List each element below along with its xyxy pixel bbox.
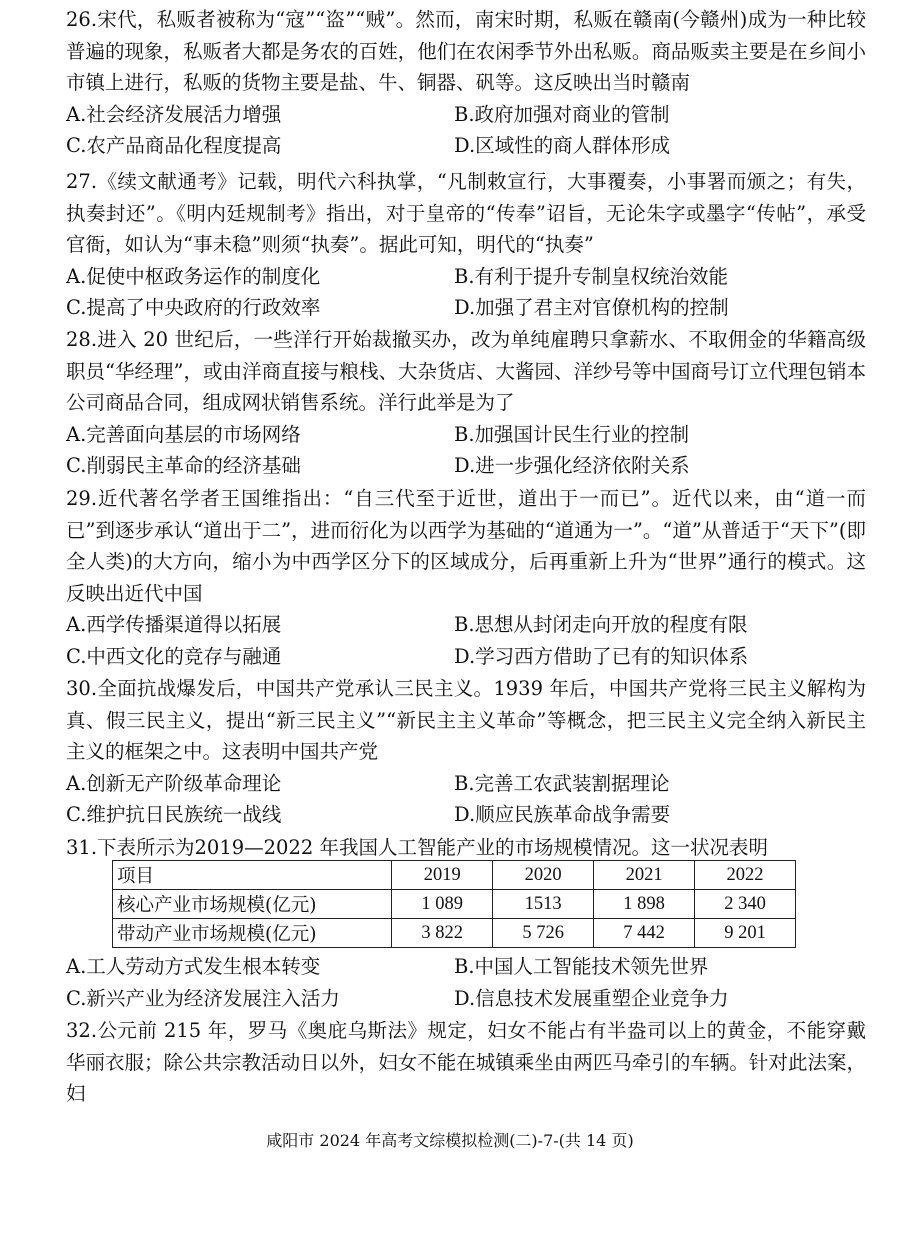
option-a: A.创新无产阶级革命理论 <box>66 771 282 795</box>
option-c: C.农产品商品化程度提高 <box>66 134 282 158</box>
option-c: C.中西文化的竞存与融通 <box>66 644 282 668</box>
options <box>66 768 866 831</box>
table-cell: 1513 <box>493 890 594 919</box>
option-c: C.维护抗日民族统一战线 <box>66 803 282 827</box>
question-26 <box>66 4 866 162</box>
options <box>66 419 866 482</box>
question-27 <box>66 166 866 324</box>
question-stem: 30.全面抗战爆发后，中国共产党承认三民主义。1939 年后，中国共产党将三民主义解构为真、假三民主义，提出“新三民主义”“新民主主义革命”等概念，把三民主义完全纳入新民主主义的框架之中。这表明中国共产党 <box>66 677 866 764</box>
option-b: B.有利于提升专制皇权统治效能 <box>454 264 729 288</box>
question-stem: 26.宋代，私贩者被称为“寇”“盗”“贼”。然而，南宋时期，私贩在赣南(今赣州)成为一种比较普遍的现象，私贩者大都是务农的百姓，他们在农闲季节外出私贩。商品贩卖主要是在乡间小市镇上进行，私贩的货物主要是盐、牛、铜器、矾等。这反映出当时赣南 <box>66 8 866 95</box>
option-a: A.西学传播渠道得以拓展 <box>66 613 282 637</box>
table-cell: 3 822 <box>392 919 493 948</box>
question-stem: 29.近代著名学者王国维指出：“自三代至于近世，道出于一而已”。近代以来，由“道一而已”到逐步承认“道出于二”，进而衍化为以西学为基础的“道通为一”。“道”从普适于“天下”(即全人类)的大方向，缩小为中西学区分下的区域成分，后再重新上升为“世界”通行的模式。这反映出近代中国 <box>66 487 866 605</box>
table-cell: 9 201 <box>695 919 796 948</box>
option-d: D.加强了君主对官僚机构的控制 <box>454 296 729 320</box>
table-cell: 1 898 <box>594 890 695 919</box>
option-d: D.顺应民族革命战争需要 <box>454 803 671 827</box>
table-header-cell: 2019 <box>392 861 493 890</box>
question-30 <box>66 673 866 831</box>
question-stem: 31.下表所示为2019—2022 年我国人工智能产业的市场规模情况。这一状况表明 <box>66 836 768 859</box>
option-b: B.思想从封闭走向开放的程度有限 <box>454 613 748 637</box>
question-stem: 28.进入 20 世纪后，一些洋行开始裁撤买办，改为单纯雇聘只拿薪水、不取佣金的华籍高级职员“华经理”，或由洋商直接与粮栈、大杂货店、大酱园、洋纱号等中国商号订立代理包销本公司商品合同，组成网状销售系统。洋行此举是为了 <box>66 328 866 415</box>
table-header-cell: 2022 <box>695 861 796 890</box>
option-c: C.新兴产业为经济发展注入活力 <box>66 986 340 1010</box>
table-cell: 核心产业市场规模(亿元) <box>113 890 392 919</box>
table-row <box>113 890 796 919</box>
options <box>66 609 866 672</box>
table-header-cell: 2020 <box>493 861 594 890</box>
market-size-table <box>112 860 796 948</box>
table-cell: 带动产业市场规模(亿元) <box>113 919 392 948</box>
page-footer: 咸阳市 2024 年高考文综模拟检测(二)-7-(共 14 页) <box>266 1131 634 1150</box>
question-31 <box>66 832 866 864</box>
options <box>66 99 866 162</box>
table-header-row <box>113 861 796 890</box>
question-stem: 32.公元前 215 年，罗马《奥庇乌斯法》规定，妇女不能占有半盎司以上的黄金，不能穿戴华丽衣服；除公共宗教活动日以外，妇女不能在城镇乘坐由两匹马牵引的车辆。针对此法案，妇 <box>66 1019 866 1106</box>
option-d: D.区域性的商人群体形成 <box>454 134 671 158</box>
table-cell: 7 442 <box>594 919 695 948</box>
option-d: D.信息技术发展重塑企业竞争力 <box>454 986 729 1010</box>
option-a: A.完善面向基层的市场网络 <box>66 422 301 446</box>
options <box>66 951 866 1014</box>
option-a: A.促使中枢政务运作的制度化 <box>66 264 321 288</box>
option-b: B.完善工农武装割据理论 <box>454 771 670 795</box>
option-c: C.削弱民主革命的经济基础 <box>66 454 301 478</box>
table-row <box>113 919 796 948</box>
question-29 <box>66 483 866 673</box>
table-header-cell: 2021 <box>594 861 695 890</box>
question-32 <box>66 1015 866 1110</box>
option-b: B.政府加强对商业的管制 <box>454 102 670 126</box>
table-cell: 2 340 <box>695 890 796 919</box>
question-stem: 27.《续文献通考》记载，明代六科执掌，“凡制敕宣行，大事覆奏，小事署而颁之；有失，执奏封还”。《明内廷规制考》指出，对于皇帝的“传奉”诏旨，无论朱字或墨字“传帖”，承受官衙，如认为“事未稳”则须“执奏”。据此可知，明代的“执奏” <box>66 170 866 257</box>
table-cell: 5 726 <box>493 919 594 948</box>
option-b: B.中国人工智能技术领先世界 <box>454 955 709 978</box>
option-a: A.工人劳动方式发生根本转变 <box>66 955 321 978</box>
option-b: B.加强国计民生行业的控制 <box>454 422 690 446</box>
option-d: D.学习西方借助了已有的知识体系 <box>454 644 749 668</box>
option-c: C.提高了中央政府的行政效率 <box>66 296 321 320</box>
question-28 <box>66 324 866 482</box>
options <box>66 261 866 324</box>
question-31-options <box>66 951 866 1014</box>
option-d: D.进一步强化经济依附关系 <box>454 454 690 478</box>
option-a: A.社会经济发展活力增强 <box>66 102 282 126</box>
table-cell: 1 089 <box>392 890 493 919</box>
table-header-cell: 项目 <box>113 861 392 890</box>
